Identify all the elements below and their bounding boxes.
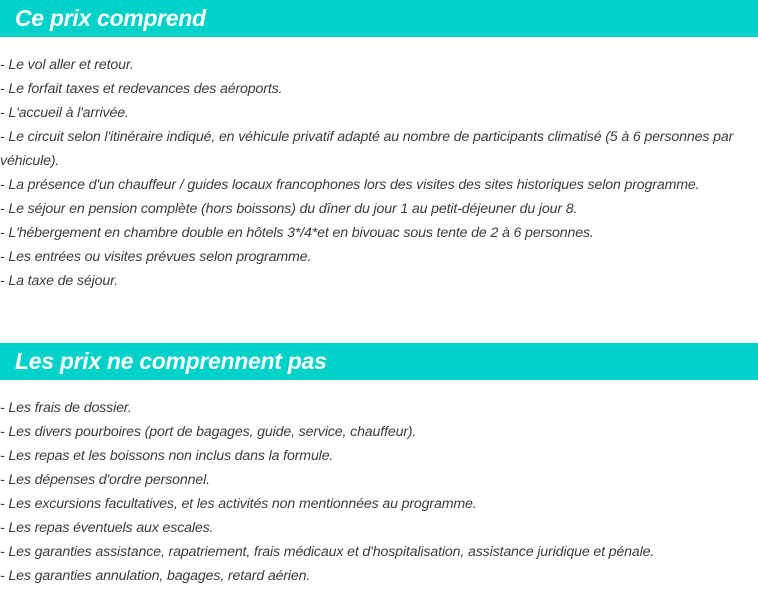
excluded-item: - Les dépenses d'ordre personnel. [0,472,210,488]
excluded-section-title: Les prix ne comprennent pas [0,343,758,380]
excluded-item: - Les garanties assistance, rapatriement, frais médicaux et d'hospitalisation, assistance juridique et pénale. [0,544,655,560]
included-item: - L'hébergement en chambre double en hôtels 3*/4*et en bivouac sous tente de 2 à 6 personnes. [0,225,594,241]
included-section-title: Ce prix comprend [0,0,758,37]
included-item: - Le circuit selon l'itinéraire indiqué, en véhicule privatif adapté au nombre de participants climatisé (5 à 6 personnes par véhicule). [0,129,734,169]
included-item: - Le séjour en pension complète (hors boissons) du dîner du jour 1 au petit-déjeuner du jour 8. [0,201,578,217]
included-item: - Le vol aller et retour. [0,57,134,73]
excluded-item: - Les repas éventuels aux escales. [0,520,214,536]
included-item: - Les entrées ou visites prévues selon programme. [0,249,312,265]
included-list [0,53,750,293]
included-item: - La taxe de séjour. [0,273,118,289]
excluded-item: - Les divers pourboires (port de bagages, guide, service, chauffeur). [0,424,417,440]
excluded-item: - Les excursions facultatives, et les activités non mentionnées au programme. [0,496,477,512]
excluded-item: - Les frais de dossier. [0,400,132,416]
included-item: - Le forfait taxes et redevances des aéroports. [0,81,283,97]
excluded-list [0,396,750,588]
included-item: - L'accueil à l'arrivée. [0,105,129,121]
excluded-item: - Les garanties annulation, bagages, retard aérien. [0,568,311,584]
excluded-item: - Les repas et les boissons non inclus dans la formule. [0,448,334,464]
included-item: - La présence d'un chauffeur / guides locaux francophones lors des visites des sites historiques selon programme. [0,177,700,193]
